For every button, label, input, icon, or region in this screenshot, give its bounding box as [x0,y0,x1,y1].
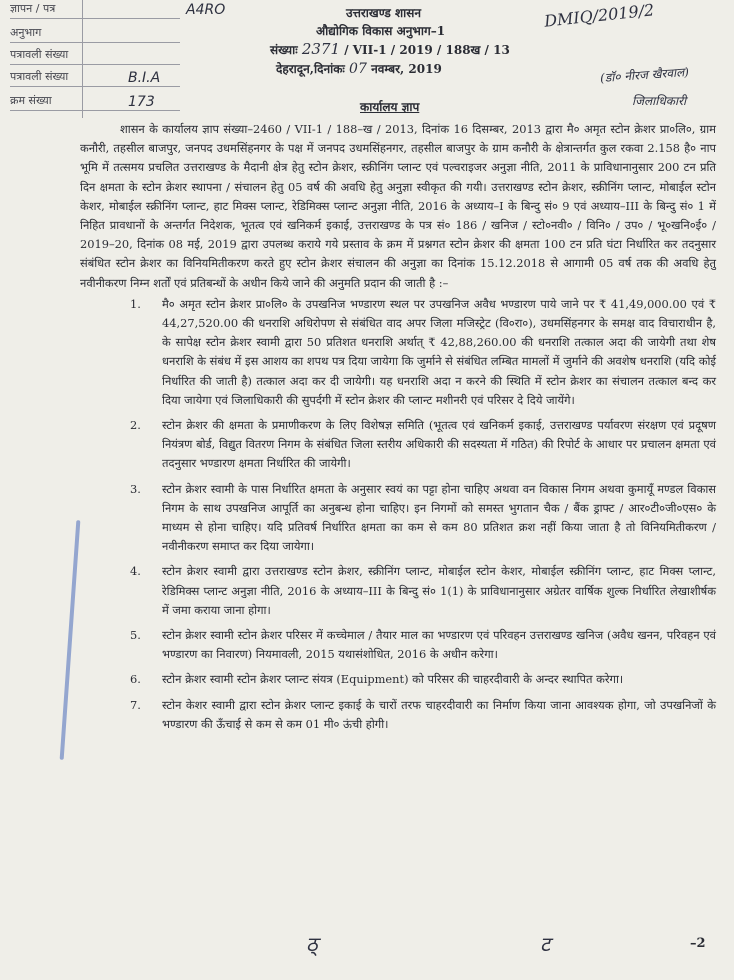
condition-item [80,480,716,557]
signatory-designation: जिलाधिकारी [632,94,687,108]
condition-number: 5. [130,628,141,643]
condition-item [80,295,716,410]
stamp-row-label: अनुभाग [10,26,42,39]
stamp-row-value: A4RO [186,2,226,18]
intro-paragraph: शासन के कार्यालय ज्ञाप संख्या–2460 / VII-1 / 188–ख / 2013, दिनांक 16 दिसम्बर, 2013 द्वारा मै० अमृत स्टोन क्रेशर प्रा०लि०, ग्राम कनौरी, तहसील बाजपुर, जनपद उधमसिंहनगर के पक्ष में जनपद उधमसिंहनगर, तहसील बाजपुर के ग्राम कनौरी के क्षेत्रान्तर्गत कुल रकवा 2.158 है० नाप भूमि में तत्समय प्रचलित उत्तराखण्ड के मैदानी क्षेत्र हेतु स्टोन क्रेशर, स्क्रीनिंग प्लान्ट एवं पल्वराइजर अनुज्ञा नीति, 2011 के प्राविधानानुसार 200 टन प्रति दिन क्षमता के स्टोन क्रेशर स्थापना / संचालन हेतु 05 वर्ष की अवधि हेतु अनुज्ञा स्वीकृत की गयी। उत्तराखण्ड स्टोन क्रेशर, स्क्रीनिंग प्लान्ट, मोबाईल स्टोन केशर, मोबाईल स्क्रीनिंग प्लान्ट, हाट मिक्स प्लान्ट, रेडिमिक्स प्लान्ट अनुज्ञा नीति, 2016 के अध्याय–I के बिन्दु सं० 9 एवं अध्याय–III के बिन्दु सं० 1 में निहित प्रावधानों के अन्तर्गत निदेशक, भूतत्व एवं खनिकर्म इकाई, उत्तराखण्ड के पत्र सं० 186 / खनिज / स्टो०नवी० / विनि० / उप० / भू०खनि०ई० / 2019–20, दिनांक 08 मई, 2019 द्वारा उपलब्ध कराये गये प्रस्ताव के क्रम में प्रश्नगत स्टोन क्रेशर की क्षमता 100 टन प्रति घंटा निर्धारित कर तदनुसार संबंधित स्टोन क्रेशर का विनियमितीकरण करते हुए स्टोन क्रेशर संचालन की अनुज्ञा का दिनांक 15.12.2018 से आगामी 05 वर्ष तक की अवधि हेतु नवीनीकरण निम्न शर्तों एवं प्रतिबन्धों के अधीन किये जाने की अनुमति प्रदान की जाती है :– [80,122,716,290]
stamp-row-label: पत्रावली संख्या [10,48,69,61]
margin-pen-mark [60,520,81,760]
condition-item [80,562,716,620]
stamp-row-label: ज्ञापन / पत्र [10,2,56,15]
condition-text: स्टोन क्रेशर स्वामी स्टोन क्रेशर प्लान्ट संयत्र (Equipment) को परिसर की चाहरदीवारी के अन्दर स्थापित करेगा। [162,672,624,687]
handwritten-dispatch-note: DMIQ/2019/2 [543,0,656,31]
date-month-year: नवम्बर, 2019 [371,62,442,76]
condition-text: स्टोन केशर स्वामी द्वारा स्टोन क्रेशर प्लान्ट इकाई के चारों तरफ चाहरदीवारी का निर्माण किया जाना आवश्यक होगा, जो उपखनिजों के भण्डारण की ऊँचाई से कम से कम 01 मी० ऊंची होगी। [162,697,716,731]
footer-initial-right: ट [540,932,551,956]
reference-handwritten-number: 2371 [301,40,340,58]
stamp-row [10,0,226,19]
condition-number: 6. [130,672,141,687]
page-number: –2 [690,936,706,951]
condition-text: स्टोन क्रेशर स्वामी के पास निर्धारित क्षमता के अनुसार स्वयं का पट्टा होना चाहिए अथवा वन विकास निगम अथवा कुमायूँ मण्डल विकास निगम के साथ उपखनिज आपूर्ति का अनुबन्ध होना चाहिए। इन निगमों को समस्त भुगतान चैक / बैंक ड्राफ्ट / आर०टी०जी०एस० के माध्यम से होना चाहिए। यदि प्रतिवर्ष निर्धारित क्षमता का कम से कम 80 प्रतिशत क्रश नहीं किया जाता है तो विनियमितीकरण / नवीनीकरण समाप्त कर दिया जायेगा। [162,481,716,554]
department-name: औद्योगिक विकास अनुभाग–1 [316,24,446,38]
condition-text: स्टोन क्रेशर स्वामी द्वारा उत्तराखण्ड स्टोन क्रेशर, स्क्रीनिंग प्लान्ट, मोबाईल स्टोन केशर, मोबाईल स्क्रीनिंग प्लान्ट, हाट मिक्स प्लान्ट, रेडिमिक्स प्लान्ट अनुज्ञा नीति, 2016 के अध्याय–III के बिन्दु सं० 1(1) के प्राविधानानुसार अग्रेतर वार्षिक शुल्क निर्धारित लेखाशीर्षक में जमा कराया जाना होगा। [162,564,716,617]
reference-suffix: / VII-1 / 2019 / 188ख / 13 [344,43,510,57]
condition-number: 3. [130,481,141,496]
reference-number [270,40,510,58]
footer-initial-left: ठ् [306,932,318,956]
condition-text: स्टोन क्रेशर की क्षमता के प्रमाणीकरण के लिए विशेषज्ञ समिति (भूतत्व एवं खनिकर्म इकाई, उत्तराखण्ड पर्यावरण संरक्षण एवं प्रदूषण नियंत्रण बोर्ड, विद्युत वितरण निगम के संबंधित जिला स्तरीय अधिकारी की सदस्यता में गठित) की रिपोर्ट के आधार पर प्रचालन क्षमता एवं तदनुसार भण्डारण क्षमता निर्धारित की जायेगी। [162,418,716,471]
conditions-list [80,295,716,734]
stamp-row-label: पत्रावली संख्या [10,70,69,83]
stamp-row [10,46,180,65]
document-body [80,120,716,740]
date-label: देहरादून,दिनांकः [276,62,345,76]
reference-label: संख्याः [270,43,298,57]
stamp-row-value: 173 [128,94,155,110]
condition-item [80,670,716,689]
condition-number: 7. [130,697,141,712]
date-handwritten-day: 07 [349,61,367,77]
office-order-title: कार्यालय ज्ञाप [360,100,420,114]
condition-text: स्टोन क्रेशर स्वामी स्टोन क्रेशर परिसर में कच्चेमाल / तैयार माल का भण्डारण एवं परिवहन उत्तराखण्ड खनिज (अवैध खनन, परिवहन एवं भण्डारण का निवारण) नियमावली, 2015 यथासंशोधित, 2016 के अधीन करेगा। [162,628,716,662]
condition-number: 2. [130,418,141,433]
issue-date [276,60,442,77]
condition-item [80,416,716,474]
condition-item [80,626,716,664]
government-name: उत्तराखण्ड शासन [346,6,422,20]
signatory-name: (डॉ० नीरज खैरवाल) [599,64,690,86]
stamp-row-value: B.I.A [128,70,161,86]
condition-number: 4. [130,564,141,579]
condition-number: 1. [130,296,141,311]
condition-item [80,696,716,734]
stamp-row-label: क्रम संख्या [10,94,52,107]
receipt-stamp [2,0,226,118]
stamp-row [10,92,180,111]
condition-text: मै० अमृत स्टोन क्रेशर प्रा०लि० के उपखनिज भण्डारण स्थल पर उपखनिज अवैध भण्डारण पाये जाने पर ₹ 41,49,000.00 एवं ₹ 44,27,520.00 की धनराशि अधिरोपण से संबंधित वाद अपर जिला मजिस्ट्रेट (वि०रा०), उधमसिंहनगर के समक्ष वाद विचाराधीन है, के सापेक्ष स्टोन क्रेशर स्वामी द्वारा 50 प्रतिशत धनराशि अर्थात् ₹ 42,88,260.00 की धनराशि तत्काल अदा की जायेगी तथा शेष धनराशि के संबंध में इस आशय का शपथ पत्र दिया जायेगा कि जुर्माने से संबंधित लम्बित मामलों में जुर्माने की अवशेष धनराशि (यदि कोई निर्धारित की जाती है) तत्काल अदा कर दी जायेगी। यह धनराशि अदा न करने की स्थिति में स्टोन क्रेशर का संचालन तत्काल बन्द कर दिया जायेगा एवं जिलाधिकारी की सुपर्दगी में स्टोन क्रेशर की प्लान्ट मशीनरी एवं परिसर दे दिये जायेंगे। [162,296,716,407]
stamp-row [10,24,180,43]
stamp-row [10,68,180,87]
